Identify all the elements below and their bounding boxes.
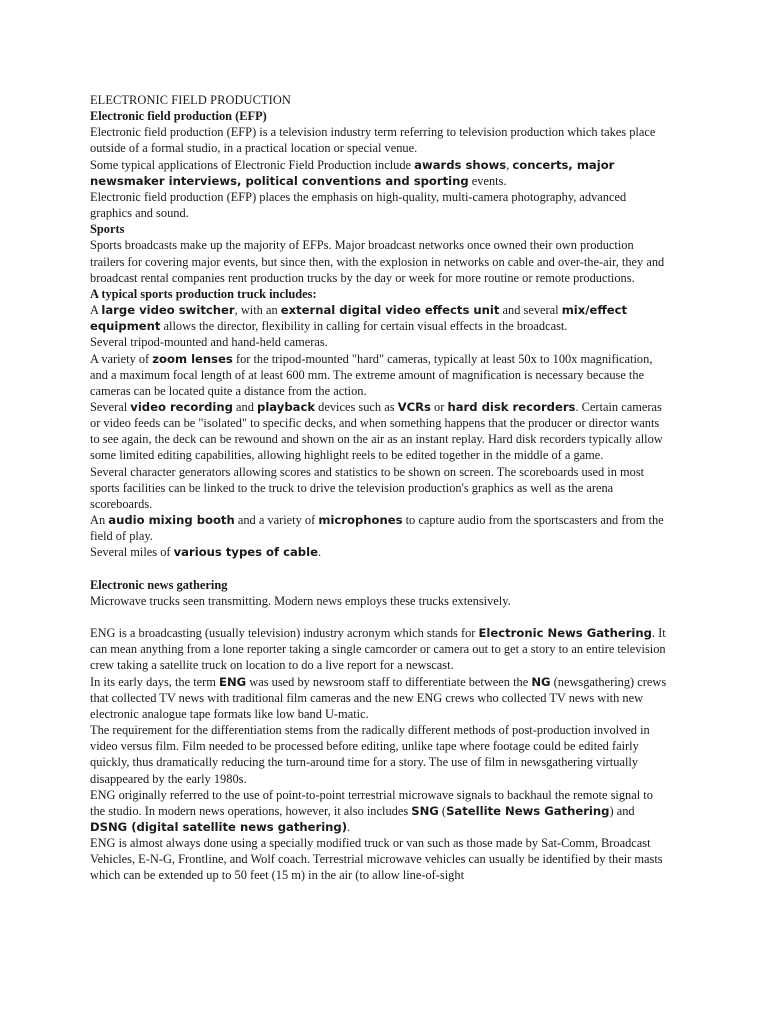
bold-run: Satellite News Gathering xyxy=(446,803,610,818)
microwave-caption: Microwave trucks seen transmitting. Modern news employs these trucks extensively. xyxy=(90,593,511,608)
text-run: was used by newsroom staff to differentiate between the xyxy=(246,674,532,689)
text-run: for the tripod-mounted "hard" cameras, typically at least 50x to 100x magnification, and a maximum focal length of at least 600 mm. The extreme amount of magnification is necessary because the cameras can be located quite a distance from the action. xyxy=(90,351,653,398)
efp-heading: Electronic field production (EFP) xyxy=(90,109,267,124)
cameras-item: Several tripod-mounted and hand-held cameras. xyxy=(90,335,328,350)
text-run: (newsgathering) crews that collected TV news with traditional film cameras and the new ENG crews who collected TV news with new electronic analogue tape formats like low band U-matic. xyxy=(90,674,667,721)
text-run: A variety of xyxy=(90,351,153,366)
text-run: to capture audio from the sportscasters and from the field of play. xyxy=(90,513,664,544)
efp-emphasis: Electronic field production (EFP) places the emphasis on high-quality, multi-camera photography, advanced graphics and sound. xyxy=(90,189,627,221)
recording-item xyxy=(90,399,670,464)
text-run: Several xyxy=(90,399,131,414)
sports-heading: Sports xyxy=(90,222,125,237)
bold-run: NG xyxy=(531,674,551,689)
text-run: ) and xyxy=(609,803,635,818)
text-run: , xyxy=(506,157,513,172)
bold-run: SNG xyxy=(411,803,439,818)
eng-requirement: The requirement for the differentiation stems from the radically different methods of post-production involved in video versus film. Film needed to be processed before editing, unlike tape where footage could be edited fairly quickly, thus dramatically reducing the turn-around time for a story. The use of film in newsgathering virtually disappeared by the early 1980s. xyxy=(90,723,650,786)
eng-trucks: ENG is almost always done using a specially modified truck or van such as those made by Sat-Comm, Broadcast Vehicles, E-N-G, Frontline, and Wolf coach. Terrestrial microwave vehicles can usually be identified by their masts which can be extended up to 50 feet (15 m) in the air (to allow line-of-sight xyxy=(90,836,663,883)
text-run: ENG is a broadcasting (usually television) industry acronym which stands for xyxy=(90,626,479,641)
bold-run: ENG xyxy=(219,674,247,689)
switcher-item xyxy=(90,302,670,334)
bold-run: various types of cable xyxy=(173,545,318,560)
cable-item xyxy=(90,544,670,560)
blank-line xyxy=(90,561,670,577)
lenses-item xyxy=(90,351,670,399)
bold-run: concerts, major newsmaker interviews, political conventions and sporting xyxy=(90,157,615,188)
text-run: ( xyxy=(438,803,447,818)
efp-applications xyxy=(90,157,670,189)
text-run: A xyxy=(90,303,102,318)
eng-originally xyxy=(90,787,670,835)
bold-run: large video switcher xyxy=(101,303,235,318)
generators-item: Several character generators allowing scores and statistics to be shown on screen. The scoreboards used in most sports facilities can be linked to the truck to drive the television production's graphics as well as the arena scoreboards. xyxy=(90,464,645,511)
bold-run: VCRs xyxy=(397,399,431,414)
bold-run: hard disk recorders xyxy=(447,399,576,414)
text-run: . xyxy=(347,820,351,834)
eng-early-days xyxy=(90,674,670,722)
text-run: Several miles of xyxy=(90,545,174,560)
bold-run: playback xyxy=(257,399,316,414)
text-run: . xyxy=(317,545,322,560)
eng-definition xyxy=(90,625,670,673)
audio-item xyxy=(90,512,670,544)
bold-run: microphones xyxy=(318,513,403,528)
truck-heading: A typical sports production truck includes: xyxy=(90,286,317,301)
bold-run: awards shows xyxy=(414,157,507,172)
document-title: ELECTRONIC FIELD PRODUCTION xyxy=(90,93,291,107)
document-page xyxy=(90,92,670,884)
bold-run: mix/effect equipment xyxy=(90,303,628,334)
bold-run: external digital video effects unit xyxy=(280,303,500,318)
bold-run: audio mixing booth xyxy=(108,513,235,528)
text-run: devices such as xyxy=(315,399,398,414)
text-run: . Certain cameras or video feeds can be "isolated" to specific decks, and when something happens that the producer or director wants to see again, the deck can be rewound and shown on the air as an instant replay. Hard disk recorders typically allow some limited editing capabilities, allowing highlight reels to be edited together in the middle of a game. xyxy=(90,399,663,463)
eng-heading: Electronic news gathering xyxy=(90,577,228,592)
blank-line xyxy=(90,609,670,625)
text-run: or xyxy=(430,399,448,414)
text-run: . It can mean anything from a lone reporter taking a single camcorder or camera out to get a story to an entire television crew taking a satellite truck on location to do a live report for a newscast. xyxy=(90,626,666,673)
text-run: An xyxy=(90,513,109,528)
text-run: In its early days, the term xyxy=(90,674,220,689)
sports-paragraph: Sports broadcasts make up the majority of EFPs. Major broadcast networks once owned their own production trailers for covering major events, but since then, with the explosion in networks on cable and over-the-air, they and broadcast rental companies rent production trucks by the day or week for more routine or remote productions. xyxy=(90,238,665,285)
text-run: Some typical applications of Electronic Field Production include xyxy=(90,157,415,172)
text-run: and a variety of xyxy=(234,513,319,528)
bold-run: video recording xyxy=(130,399,233,414)
bold-run: zoom lenses xyxy=(152,351,233,366)
efp-definition: Electronic field production (EFP) is a television industry term referring to television production which takes place outside of a formal studio, in a practical location or special venue. xyxy=(90,125,656,156)
text-run: events. xyxy=(468,173,507,188)
text-run: , with an xyxy=(234,303,281,318)
text-run: and xyxy=(232,399,258,414)
bold-run: Electronic News Gathering xyxy=(478,626,652,641)
text-run: allows the director, flexibility in calling for certain visual effects in the broadcast. xyxy=(160,319,568,334)
bold-run: DSNG (digital satellite news gathering) xyxy=(90,820,348,834)
text-run: and several xyxy=(499,303,562,318)
text-run: ENG originally referred to the use of point-to-point terrestrial microwave signals to backhaul the remote signal to the studio. In modern news operations, however, it also includes xyxy=(90,787,653,818)
